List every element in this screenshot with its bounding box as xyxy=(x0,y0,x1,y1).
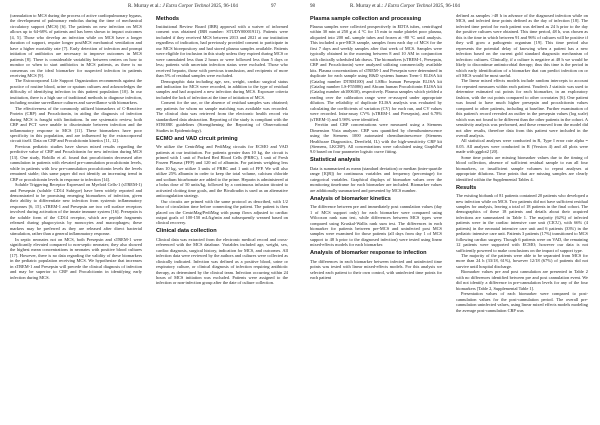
section-heading: Plasma sample collection and processing xyxy=(310,15,421,22)
left-page-column-1 xyxy=(10,13,142,280)
body-paragraph: The difference between pre and immediately post cannulation values (day 1 of MCS support only) for each biomarker were compared using Wilcoxon rank sum test, while differences between MCS types were compared using Kruskal-Wallis rank sum test. The differences in each biomarker for patients between pre-MCS and uninfected post MCS samples were examined for those patients (all days from day 1 of MCS support to 48 h prior to the diagnosed infection) were tested using linear mixed-effects models for each biomarker. xyxy=(310,204,442,248)
body-paragraph: The majority of the patients were able to be separated from MCS for more than 24 h (33/18, 61%), however 12/18 (67%) of patients did not survive until hospital discharge. xyxy=(456,253,588,269)
body-paragraph: Consent for the use, or the absence of residual samples was obtained; any patients for whom no sample matching was available was recorded. The clinical data was retrieved from the electronic health record via standardized data abstraction. Reporting of the study is compliant with the STROBE guidelines (Strengthening the Reporting of Observational Studies in Epidemiology). xyxy=(156,100,288,133)
body-paragraph: Ferritin and CRP concentrations were measured using a Siemens Dimension Vista analyzer. CRP was quantified by chemiluminescence using the Siemens 1000 automated chemiluminescence (Siemens Healthcare Diagnostics, Deerfield, IL) with the high-sensitivity CRP kit (Siemens, LKCRP). All concentrations were calculated using GraphPad 9.0 based on four parameter logistic curve fitting. xyxy=(310,122,442,155)
running-head-authors: R. Murray et al. xyxy=(128,4,160,9)
running-head-year: 2025, 96-104 xyxy=(211,4,238,9)
section-heading: Methods xyxy=(156,15,179,22)
body-paragraph: Clinical data was extracted from the electronic medical record and cross-referenced with the MCS database. Variables included age, weight, sex, cardiac diagnosis, surgical history, indication for MCS, and outcomes. All infection data were reviewed by the authors and cultures were collected as clinically indicated. Infection was defined as a positive blood, urine or respiratory culture, or clinical diagnosis of infection requiring antibiotic therapy, as determined by the clinical team. Infection occurring within 24 hours of MCS initiation was excluded. Patients were assigned to the infection or non-infection group after the date of culture collection. xyxy=(156,236,288,286)
body-paragraph: Data is summarized as mean (standard deviation) or median (inter-quartile range [IQR]) for continuous variables and frequency (percentage) for categorical variables. Graphical displays of biomarker values over the monitoring timeframe for each biomarker are included. Biomarker values are additionally summarized and presented by MCS number. xyxy=(310,165,442,193)
section-heading: ECMO and VAD circuit priming xyxy=(156,135,238,142)
section-heading: Clinical data collection xyxy=(156,228,217,235)
body-paragraph: All statistical analyses were conducted in R, Type I error rate alpha = 0.05. All analyses were conducted in R (Version 4) and all plots were made with ggplot2 [20]. xyxy=(456,138,588,155)
body-paragraph: (cannulation to MCS during the process of active cardiopulmonary bypass, the development of pulmonary embolus during the time of mechanical circulatory support (MCS) [6]. The patients on new infection on MCS allows up to 64-68% of patients and has been shown to impact outcomes [4, 5]. Those who develop an infection while on MCS have a longer duration of support, require longer postMCS mechanical ventilation and have a higher mortality rate [7]. Early detection of infection and prompt initiation of antibiotics are necessary to improve outcomes in MCS patients [8]. There is considerable variability between centers on how to monitor or when to start antibiotics in MCS patients, as there is no consensus on the ideal biomarker for suspected infection in patients receiving MCS [9]. xyxy=(10,13,142,78)
right-page xyxy=(300,0,600,425)
body-paragraph: Some time points are missing biomarker values due to the timing of blood collection, absence of sufficient residual sample to run all four biomarkers, or insufficient sample volumes to repeat analyses at appropriate dilutions. Time points that are missing samples are clearly identified within the Supplemental Tables 4. xyxy=(456,154,588,182)
body-paragraph: Soluble Triggering Receptor Expressed on Myeloid Cells-1 (sTREM-1) and Presepsin (soluble CD14 Subtype) have been widely reported and demonstrated to be promising emerging biomarkers of infection, given their ability to differentiate new infection from systemic inflammatory responses [6, 15]. sTREM-1 and Presepsin are two cell surface receptors involved during activation of the innate immune system [16]. Presepsin is the soluble form of the CD14 receptor, which are peptide fragments released during phagocytosis by monocytes and macrophages; these markers may be preferred as they are released after direct bacterial stimulation, rather than a general inflammatory response. xyxy=(10,182,142,237)
body-paragraph: The linear mixed effects models include random intercepts to account for repeated measures within each patient. Youden's J statistic was used to determine estimated cut points for each biomarker, in an exploratory fashion, with the cut points compared to other covariates [6]. One patient was found to have much higher presepsin and procalcitonin values compared to other patients, including at baseline. Further examination of this patient's record revealed an outlier in the presepsin values (log scale) which was not found to be different than the other patients in the cohort. A sensitivity analysis was performed, and these removed from the model did not alter results, therefore data from this patient were included in the overall analysis. xyxy=(456,78,588,138)
section-heading: Analysis of biomarker kinetics xyxy=(310,195,391,202)
body-paragraph: The differences in each biomarker between infected and uninfected time points was tested with linear mixed-effects models. For this analysis we selected each patient to their own control, with uninfected time points for each patient xyxy=(310,258,442,281)
body-paragraph: In septic neonates not on MCS, both Presepsin and sTREM-1 were significantly elevated compared to non-septic neonates; they also showed the highest mean concentrations in neonates with positive blood cultures [17]. However, there is no data regarding the validity of these biomarkers in the pediatric population receiving MCS. We hypothesize that increases in sTREM-1 and Presepsin will precede the clinical diagnosis of infection and may be superior to CRP and Procalcitonin in identifying early infection during MCS. xyxy=(10,236,142,280)
body-paragraph: Demographic data including age, sex, weight, cardiac surgical status and indication for MCS were recorded, in addition to the type of residual samples and had acquired a new infection during MCS. Exposure criteria included the lack of infection at the time of initiation of MCS. xyxy=(156,78,288,100)
section-heading: Analysis of biomarker response to infection xyxy=(310,250,427,257)
running-head-journal: J Extra Corpor Technol xyxy=(162,4,210,9)
body-paragraph: Biomarker values pre and post cannulation are presented in Table 2 with no differences identified between pre and post cannulation event. We did not identify a difference in pre-cannulation levels for any of the four biomarkers [Table 2, Supplemental Table 1]. xyxy=(456,269,588,291)
body-paragraph: The effectiveness of the commonly utilized biomarkers of C-Reactive Protein (CRP) and Procalcitonin, in aiding the diagnosis of infection during MCS is fraught with limitations. In one systematic review, both CRP and PCT were unable to discriminate between infection and the inflammatory response to MCS [11]. These biomarkers have poor specificity in this population, and are influenced by the extracorporeal circuit itself. Data on CRP and Procalcitonin kinetics [11, 12]. xyxy=(10,105,142,144)
running-head-year: 2025, 96-104 xyxy=(433,4,460,9)
body-paragraph: Our circuits are primed with the same protocol as described, with 1/2 hour of circulation time before connecting the patient. The patient is then placed on the CentriMag/PediMag with pump flows adjusted to cardiac output goals of 100-150 mL/kg/min and subsequently weaned based on clinical recovery. xyxy=(156,198,288,226)
body-paragraph: We utilize the CentriMag and PediMag circuits for ECMO and VAD patients at our institution. For patients greater than 10 kg, the circuit is primed with 1 unit of Packed Red Blood Cells (PRBC), 1 unit of Fresh Frozen Plasma (FFP) and 120 ml of albumin. For patients weighing less than 10 kg, we utilize 3 units of PRBC and 1 unit of FFP. We will also utilize 25% albumin in order to keep the total volume, calcium chloride and sodium bicarbonate are added to the prime. Heparin is administered at a bolus dose of 50 units/kg, followed by a continuous infusion titrated to activated clotting time goals, and the Bivalirudin is used as an alternative anticoagulation strategy. xyxy=(156,144,288,199)
page-number: 97 xyxy=(271,4,276,9)
section-heading: Results xyxy=(456,184,477,191)
body-paragraph: The existing biobank of 81 patients contained 20 patients who developed a new infection while on MCS. Two patients did not have sufficient residual samples for analysis, leaving a total of 18 patients in the final cohort. The demographics of these 18 patients and details about their acquired infections are summarized in Table 1. The majority (62%) of infected patients were in the cardiac intensive care unit (CICU), with 66% (4 patients) in the neonatal intensive care unit and 6 patients (33%) in the pediatric intensive care unit. Patients 3 patients (17%) transitioned to MCS following cardiac surgery. Though 6 patients were on VAD, the remaining 12 patients were supported with ECMO; however our data is not sufficiently powered to make conclusions on the impact of support type. xyxy=(456,193,588,253)
running-head: R. Murray et al.: J Extra Corpor Technol 2025, 96-104 xyxy=(350,4,460,9)
left-page-column-2 xyxy=(156,13,288,286)
running-head-journal: J Extra Corpor Technol xyxy=(384,4,432,9)
body-paragraph: Plasma samples were collected prospectively in EDTA tubes, centrifuged within 30 min at 250 g at 4 °C for 15 min to make platelet poor plasma, aliquoted into 200 mL sample tubes and frozen at -80 °C until analysis. This included a pre-MCS sample, samples from each day of MCS for the first 7 days and weekly samples after that week of MCS. Samples were typically obtained in the morning between 8 and 10 AM in conjunction with clinically scheduled lab draws. The biomarkers (sTREM-1, Presepsin, CRP and Procalcitonin) were analyzed utilizing commercially available kits. Plasma concentrations of sTREM-1 and Presepsin were determined in duplicate for each sample using R&D systems human Trem-1 ELISA kit (Catalog number DTRM100) and LSBio human Presepsin ELISA kit (Catalog number LS-F55086) and Abcam human Procalcitonin ELISA kit (Catalog number ab100630), respectively. Plasma samples which yielded a reading over the calibration range were re-assayed under appropriate dilution. The reliability of duplicate ELISA analysis was evaluated by calculating the coefficients of variation (CV) for each run, and CV values were recorded. Intra-assay CV% (sTREM-1 and Presepsin), and 6.78% (sTREM-1) and 5.98% were identified. xyxy=(310,24,442,122)
running-head: R. Murray et al.: J Extra Corpor Technol 2025, 96-104 xyxy=(128,4,238,9)
body-paragraph: Presentation values of each biomarker were compared to post-cannulation values for the post-cannulation period. The overall pre-cannulation uninfected values, using linear mixed effects models modeling the average post-cannulation CRP was xyxy=(456,291,588,313)
body-paragraph: Previous pediatric studies have shown mixed results regarding the predictive value of CRP and Procalcitonin for new infection during MCS [13]. One study, Bobillo et al. found that procalcitonin decreased after cannulation in patients with elevated pre-cannulation procalcitonin levels, while in patients with low pre-cannulation procalcitonin levels the levels remained stable; this same paper did not identify an increasing trend in CRP or procalcitonin levels in response to infection [14]. xyxy=(10,143,142,182)
section-heading: Statistical analysis xyxy=(310,157,361,164)
page-number: 98 xyxy=(310,4,315,9)
right-page-column-1 xyxy=(310,13,442,281)
body-paragraph: Institutional Review Board (IRB) approval with a waiver of informed consent was obtained (IRB number: STUDY00001911). Patients were included if they received MCS between 2013 and 2021 at our institution regardless of indication, had previously provided consent to participate in our MCS biorepository and had stored plasma samples available. Patients were eligible for inclusion in this study unless they expired during MCS or were cannulated less than 2 hours or were followed less than 5 days or less; patients with uncertain infection status were excluded. Those who received heparin, those with previous transfusion, and recipients of more than 5% of residual samples were excluded. xyxy=(156,24,288,79)
body-paragraph: defined as samples >48 h in advance of the diagnosed infection while on MCS, and infected time points defined as the day of infection [18]. The infected time period for each patient was defined as 24 h prior to the day the positive cultures were obtained. This time period, 48 h, was chosen as this is the time in which between 91 and 96% of cultures will be positive if they will grow a pathogenic organism [19]. This time period also represents the potential delay of knowing when a patient has a new infection based on the current gold standard diagnostic mechanism of infection: cultures. Clinically, if a culture is negative at 48 h we would be likely to discontinue antimicrobial therapy; thus this time is the period in which early identification of a biomarker that can predict infection on or off MCS would be most useful. xyxy=(456,13,588,78)
right-page-column-2 xyxy=(456,13,588,313)
body-paragraph: The Extracorporeal Life Support Organization recommends against the practice of routine blood, urine or sputum cultures and acknowledges the difficulty of identifying infection in this patient population [10]. In our institution, there is a high use of traditional methods to diagnose infection, including routine surveillance cultures and surveillance with biomarkers. xyxy=(10,78,142,106)
running-head-authors: R. Murray et al. xyxy=(350,4,382,9)
